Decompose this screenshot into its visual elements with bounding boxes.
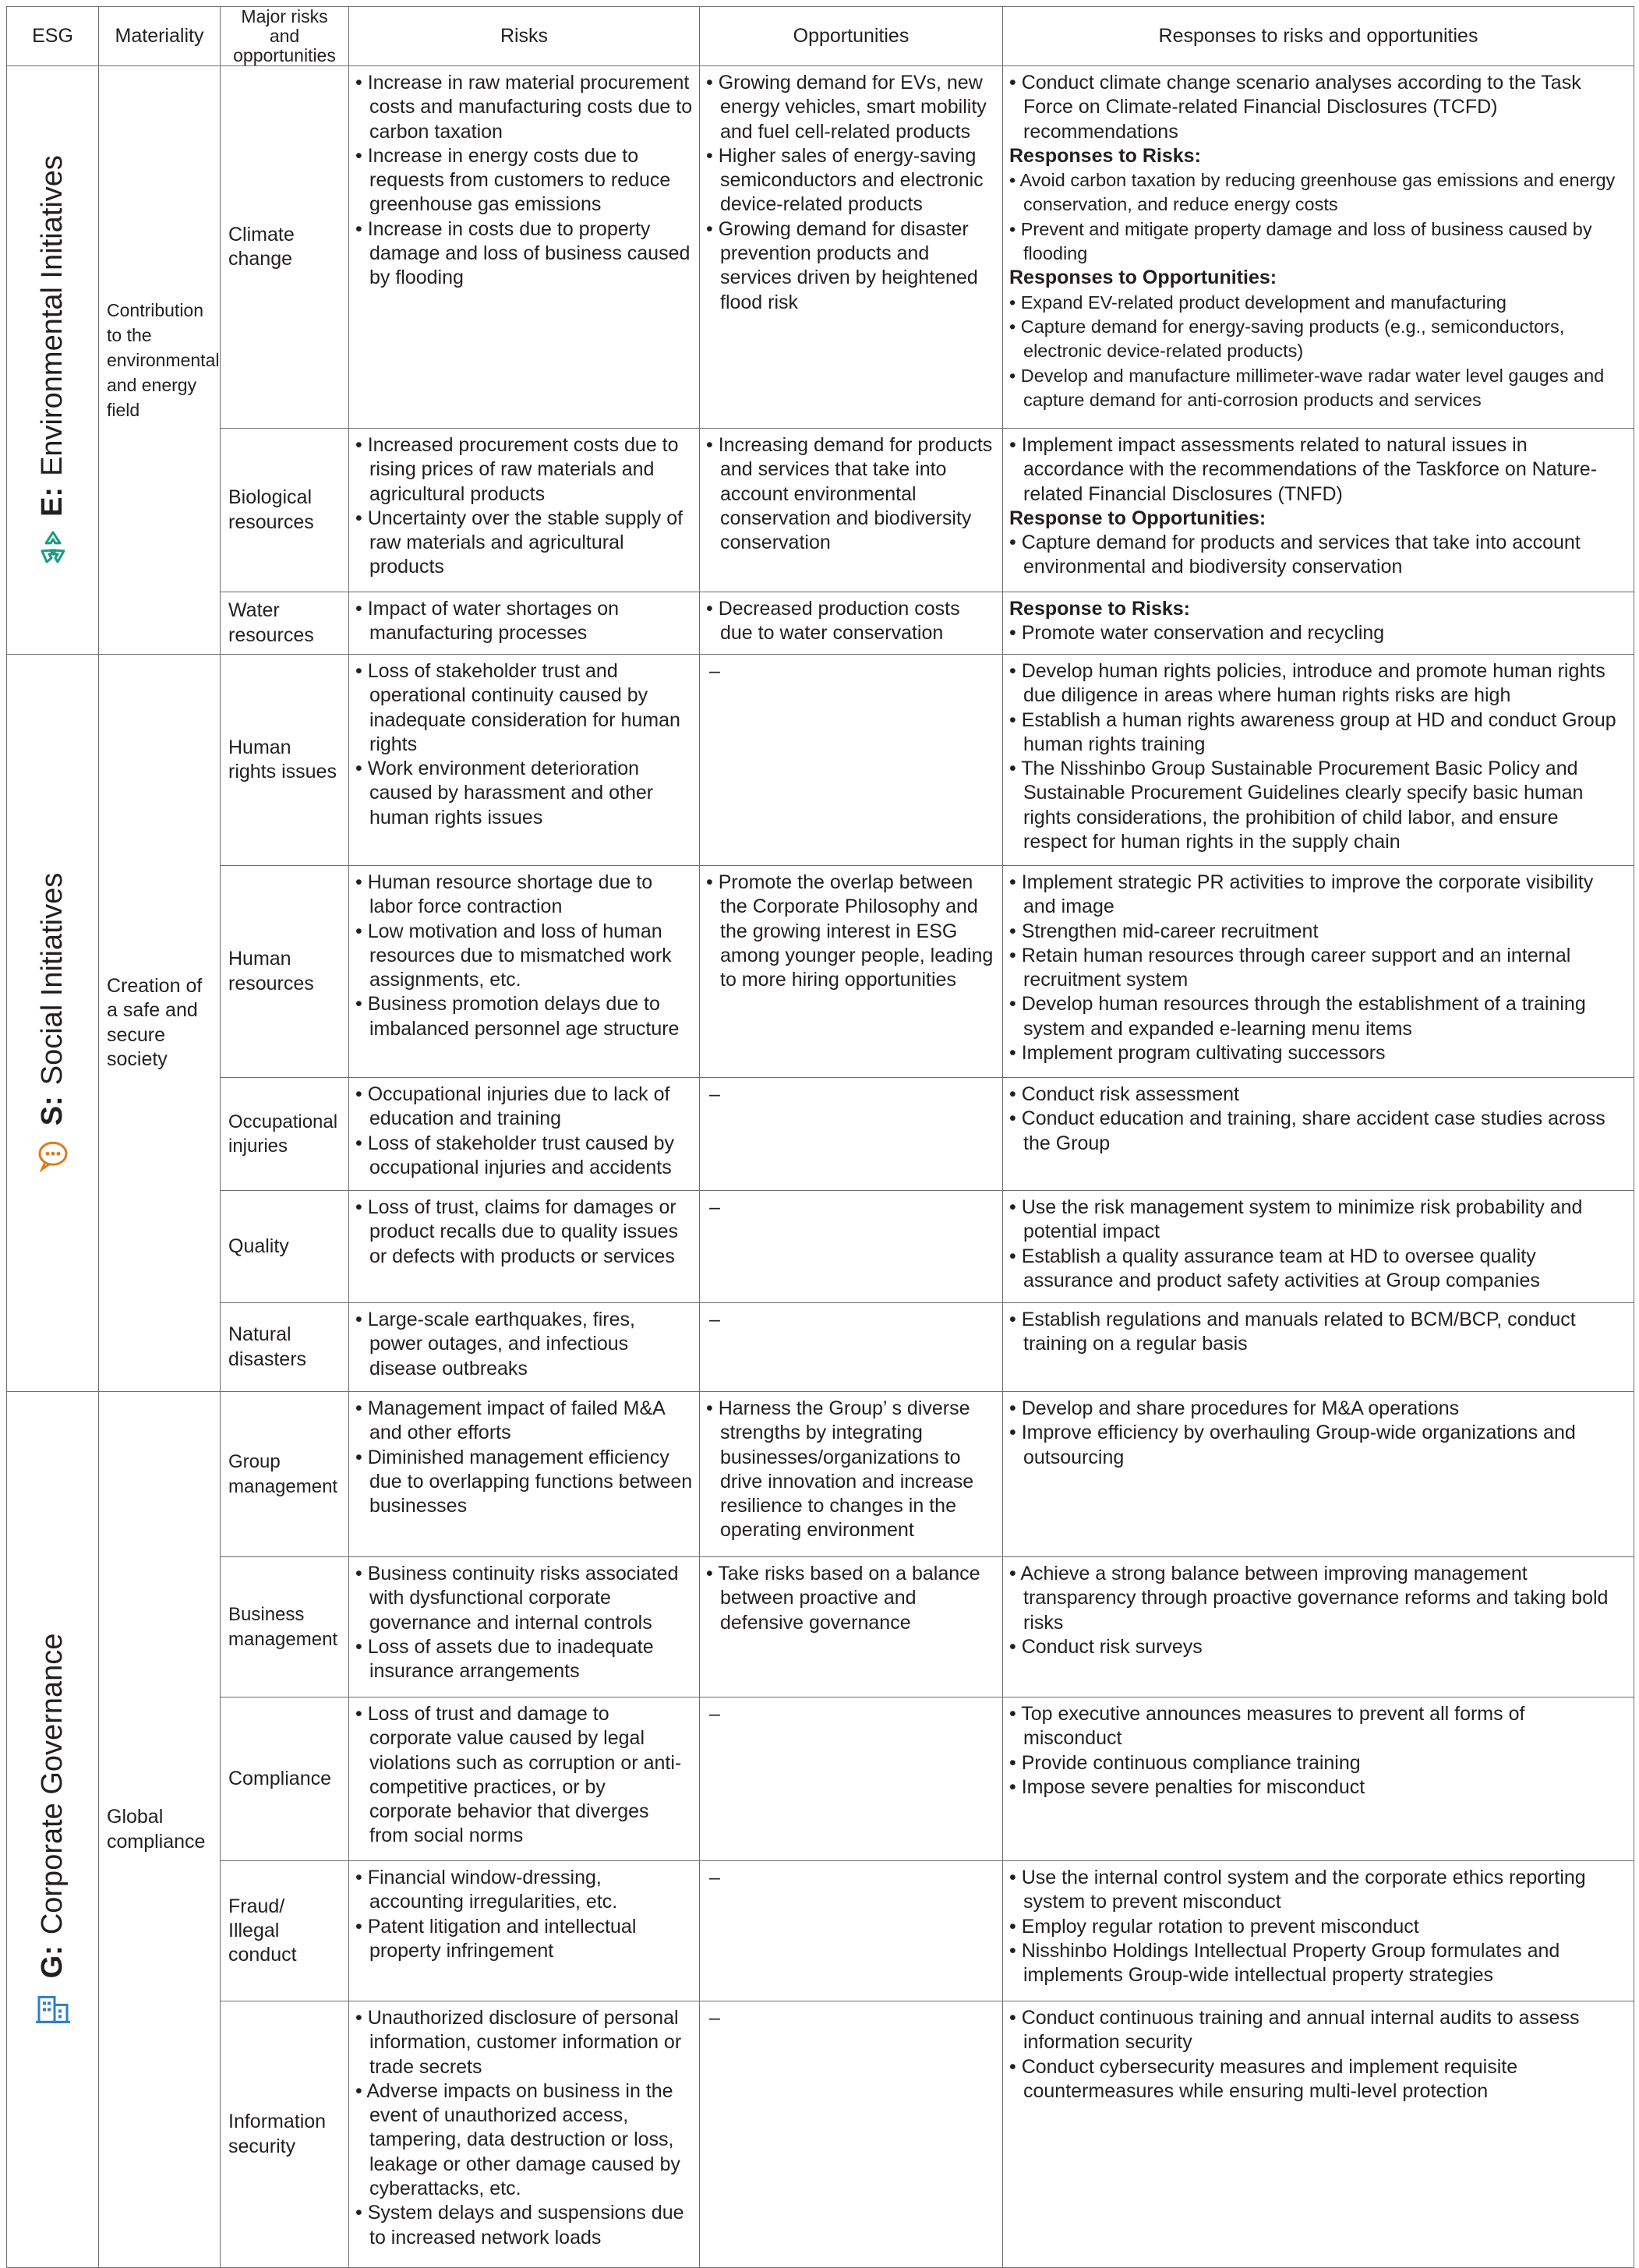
- risks-natural: [349, 1303, 700, 1392]
- list-item: • Strengthen mid-career recruitment: [1009, 920, 1319, 942]
- list-item: • Loss of assets due to inadequate insurance arrangements: [355, 1635, 654, 1683]
- major-water: Water resources: [221, 592, 349, 655]
- list-item: • Diminished management efficiency due to overlapping functions between businesses: [355, 1446, 693, 1517]
- resp-climate: [1003, 66, 1634, 429]
- dash: –: [709, 1703, 720, 1725]
- col-risks: Risks: [349, 7, 700, 66]
- major-business: Business management: [221, 1557, 349, 1697]
- social-label: [34, 872, 72, 1173]
- list-item: • Decreased production costs due to water conservation: [706, 598, 960, 645]
- section-heading: Response to Risks:: [1009, 598, 1191, 620]
- list-item: • Management impact of failed M&A and other efforts: [355, 1397, 665, 1444]
- list-item: • Conduct education and training, share accident case studies across the Group: [1009, 1108, 1605, 1154]
- list-item: • Capture demand for products and services that take into account environmental and biodiversity conservation: [1009, 532, 1581, 578]
- section-heading: Response to Opportunities:: [1009, 507, 1266, 529]
- resp-water: [1003, 592, 1634, 655]
- section-heading: Responses to Risks:: [1009, 144, 1201, 167]
- resp-human-resources: [1003, 866, 1634, 1078]
- list-item: • Improve efficiency by overhauling Group-wide organizations and outsourcing: [1009, 1422, 1576, 1468]
- opps-compliance: [700, 1697, 1003, 1861]
- list-item: • Develop human rights policies, introduce and promote human rights due diligence in areas where human rights risks are high: [1009, 660, 1605, 707]
- major-natural: Natural disasters: [221, 1303, 349, 1392]
- list-item: • Provide continuous compliance training: [1009, 1751, 1361, 1774]
- table-row: [7, 1191, 1634, 1303]
- table-row: [7, 1697, 1634, 1861]
- list-item: • Increase in raw material procurement costs and manufacturing costs due to carbon taxation: [355, 72, 693, 143]
- list-item: • Achieve a strong balance between improving management transparency through proactive governance reforms and taking bold risks: [1009, 1563, 1609, 1634]
- list-item: • Business promotion delays due to imbalanced personnel age structure: [355, 993, 680, 1040]
- list-item: • Growing demand for disaster prevention products and services driven by heightened flood risk: [706, 217, 978, 313]
- table-row: [7, 66, 1634, 429]
- col-opportunities: Opportunities: [700, 7, 1003, 66]
- list-item: • Adverse impacts on business in the event of unauthorized access, tampering, data destruction or loss, leakage or other damage caused by cyberattacks, etc.: [355, 2079, 680, 2200]
- list-item: • Implement program cultivating successors: [1009, 1042, 1386, 1065]
- list-item: • Harness the Group’ s diverse strengths by integrating businesses/organizations to drive innovation and increase resilience to changes in the operating environment: [706, 1397, 974, 1542]
- table-row: [7, 429, 1634, 592]
- list-item: • Loss of stakeholder trust caused by occupational injuries and accidents: [355, 1132, 674, 1178]
- risks-water: [349, 592, 700, 655]
- col-responses: Responses to risks and opportunities: [1003, 7, 1634, 66]
- major-group: Group management: [221, 1392, 349, 1557]
- table-row: [7, 1861, 1634, 2001]
- opps-fraud: [700, 1861, 1003, 2001]
- list-item: • Develop human resources through the establishment of a training system and expanded e-learning menu items: [1009, 993, 1586, 1040]
- list-item: • Low motivation and loss of human resources due to mismatched work assignments, etc.: [355, 920, 672, 991]
- list-item: • Conduct continuous training and annual internal audits to assess information security: [1009, 2007, 1580, 2054]
- list-item: • Loss of trust, claims for damages or product recalls due to quality issues or defects with products or services: [355, 1196, 679, 1267]
- risks-biological: [349, 429, 700, 592]
- opps-human-rights: [700, 655, 1003, 866]
- table-row: [7, 1557, 1634, 1697]
- major-human-rights: Human rights issues: [221, 655, 349, 866]
- opps-business: [700, 1557, 1003, 1697]
- materiality-governance: Global compliance: [99, 1392, 221, 2268]
- list-item: • Capture demand for energy-saving products (e.g., semiconductors, electronic device-related products): [1009, 316, 1565, 362]
- opps-biological: [700, 429, 1003, 592]
- list-item: • Unauthorized disclosure of personal information, customer information or trade secrets: [355, 2007, 682, 2078]
- list-item: • Implement strategic PR activities to improve the corporate visibility and image: [1009, 871, 1594, 918]
- risks-occupational: [349, 1078, 700, 1191]
- table-row: [7, 866, 1634, 1078]
- list-item: • Loss of stakeholder trust and operational continuity caused by inadequate consideration for human rights: [355, 660, 680, 755]
- dash: –: [709, 1309, 720, 1330]
- opps-water: [700, 592, 1003, 655]
- list-item: • Nisshinbo Holdings Intellectual Property Group formulates and implements Group-wide intellectual property strategies: [1009, 1939, 1560, 1987]
- opps-climate: [700, 66, 1003, 429]
- list-item: • Conduct risk surveys: [1009, 1635, 1203, 1658]
- list-item: • Implement impact assessments related to natural issues in accordance with the recommendations of the Taskforce on Nature-related Financial Disclosures (TNFD): [1009, 434, 1598, 505]
- header-row: [7, 7, 1634, 66]
- opps-group: [700, 1392, 1003, 1557]
- table-row: [7, 2001, 1634, 2268]
- dash: –: [709, 1867, 720, 1888]
- list-item: • Promote water conservation and recycling: [1009, 622, 1385, 645]
- table-row: [7, 655, 1634, 866]
- resp-fraud: [1003, 1861, 1634, 2001]
- governance-title: Corporate Governance: [35, 1633, 69, 1934]
- list-item: • Human resource shortage due to labor force contraction: [355, 871, 653, 918]
- resp-infosec: [1003, 2001, 1634, 2268]
- dash: –: [709, 1196, 720, 1218]
- list-item: • Establish a quality assurance team at HD to oversee quality assurance and product safety activities at Group companies: [1009, 1245, 1540, 1291]
- risks-infosec: [349, 2001, 700, 2268]
- governance-label: [34, 1633, 72, 2026]
- list-item: • Large-scale earthquakes, fires, power outages, and infectious disease outbreaks: [355, 1309, 635, 1380]
- list-item: • Develop and share procedures for M&A operations: [1009, 1397, 1460, 1419]
- list-item: • Conduct climate change scenario analyses according to the Task Force on Climate-related Financial Disclosures (TCFD) recommendations: [1009, 72, 1581, 143]
- list-item: • Promote the overlap between the Corporate Philosophy and the growing interest in ESG among younger people, leading to more hiring opportunities: [706, 871, 994, 991]
- major-climate: Climate change: [221, 66, 349, 429]
- list-item: • Impose severe penalties for misconduct: [1009, 1775, 1365, 1798]
- governance-letter: G:: [35, 1945, 69, 1978]
- resp-human-rights: [1003, 655, 1634, 866]
- recycle-icon: [34, 528, 72, 565]
- table-row: [7, 1303, 1634, 1392]
- major-human-resources: Human resources: [221, 866, 349, 1078]
- resp-group: [1003, 1392, 1634, 1557]
- opps-human-resources: [700, 866, 1003, 1078]
- list-item: • Establish regulations and manuals related to BCM/BCP, conduct training on a regular basis: [1009, 1309, 1576, 1355]
- list-item: • Top executive announces measures to prevent all forms of misconduct: [1009, 1703, 1525, 1750]
- list-item: • Establish a human rights awareness group at HD and conduct Group human rights training: [1009, 708, 1616, 755]
- dash: –: [709, 1083, 720, 1105]
- risks-human-rights: [349, 655, 700, 866]
- risks-business: [349, 1557, 700, 1697]
- dash: –: [709, 2007, 720, 2029]
- major-compliance: Compliance: [221, 1697, 349, 1861]
- social-title: Social Initiatives: [35, 872, 69, 1085]
- social-letter: S:: [35, 1095, 69, 1125]
- chat-bubble-icon: [34, 1136, 72, 1174]
- opps-occupational: [700, 1078, 1003, 1191]
- resp-quality: [1003, 1191, 1634, 1303]
- risks-fraud: [349, 1861, 700, 2001]
- col-esg: ESG: [7, 7, 99, 66]
- resp-occupational: [1003, 1078, 1634, 1191]
- list-item: • Business continuity risks associated with dysfunctional corporate governance and internal controls: [355, 1563, 679, 1634]
- list-item: • Uncertainty over the stable supply of raw materials and agricultural products: [355, 507, 684, 578]
- resp-biological: [1003, 429, 1634, 592]
- esg-social-cell: [7, 655, 99, 1392]
- list-item: • Patent litigation and intellectual property infringement: [355, 1915, 637, 1962]
- major-occupational: Occupational injuries: [221, 1078, 349, 1191]
- major-fraud: Fraud/ Illegal conduct: [221, 1861, 349, 2001]
- resp-compliance: [1003, 1697, 1634, 1861]
- list-item: • Occupational injuries due to lack of education and training: [355, 1083, 670, 1130]
- list-item: • Develop and manufacture millimeter-wave radar water level gauges and capture demand for anti-corrosion products and services: [1009, 365, 1605, 410]
- list-item: • Expand EV-related product development and manufacturing: [1009, 291, 1507, 313]
- list-item: • Use the risk management system to minimize risk probability and potential impact: [1009, 1196, 1583, 1243]
- resp-natural: [1003, 1303, 1634, 1392]
- esg-governance-cell: [7, 1392, 99, 2268]
- risks-compliance: [349, 1697, 700, 1861]
- col-major: Major risks and opportunities: [221, 7, 349, 66]
- environmental-title: Environmental Initiatives: [35, 155, 69, 476]
- list-item: • Financial window-dressing, accounting irregularities, etc.: [355, 1867, 618, 1913]
- list-item: • Increased procurement costs due to rising prices of raw materials and agricultural products: [355, 434, 679, 505]
- list-item: • Higher sales of energy-saving semiconductors and electronic device-related products: [706, 144, 984, 216]
- list-item: • Loss of trust and damage to corporate value caused by legal violations such as corruption or anti-competitive practices, or by corporate behavior that diverges from social norms: [355, 1703, 682, 1847]
- list-item: • Conduct risk assessment: [1009, 1083, 1239, 1105]
- opps-infosec: [700, 2001, 1003, 2268]
- list-item: • Increasing demand for products and services that take into account environmental conservation and biodiversity conservation: [706, 434, 993, 554]
- environmental-letter: E:: [35, 486, 69, 517]
- esg-risk-table: [6, 6, 1634, 2268]
- list-item: • The Nisshinbo Group Sustainable Procurement Basic Policy and Sustainable Procurement Guidelines clearly specify basic human rights considerations, the prohibition of child labor, and ensure respect for human rights in the supply chain: [1009, 758, 1584, 853]
- list-item: • Increase in energy costs due to requests from customers to reduce greenhouse gas emissions: [355, 144, 671, 216]
- list-item: • Growing demand for EVs, new energy vehicles, smart mobility and fuel cell-related products: [706, 72, 987, 143]
- risks-group: [349, 1392, 700, 1557]
- risks-quality: [349, 1191, 700, 1303]
- list-item: • System delays and suspensions due to increased network loads: [355, 2202, 684, 2249]
- table-row: [7, 1392, 1634, 1557]
- list-item: • Take risks based on a balance between proactive and defensive governance: [706, 1563, 980, 1634]
- list-item: • Use the internal control system and the corporate ethics reporting system to prevent misconduct: [1009, 1867, 1586, 1913]
- resp-business: [1003, 1557, 1634, 1697]
- opps-natural: [700, 1303, 1003, 1392]
- major-infosec: Information security: [221, 2001, 349, 2268]
- dash: –: [709, 660, 720, 682]
- list-item: • Increase in costs due to property damage and loss of business caused by flooding: [355, 217, 691, 289]
- table-row: [7, 592, 1634, 655]
- list-item: • Conduct cybersecurity measures and implement requisite countermeasures while ensuring multi-level protection: [1009, 2055, 1518, 2102]
- table-row: [7, 1078, 1634, 1191]
- list-item: • Prevent and mitigate property damage and loss of business caused by flooding: [1009, 218, 1592, 264]
- list-item: • Retain human resources through career support and an internal recruitment system: [1009, 944, 1571, 991]
- esg-environmental-cell: [7, 66, 99, 655]
- list-item: • Avoid carbon taxation by reducing greenhouse gas emissions and energy conservation, and reduce energy costs: [1009, 170, 1616, 215]
- major-quality: Quality: [221, 1191, 349, 1303]
- section-heading: Responses to Opportunities:: [1009, 267, 1277, 289]
- environmental-label: [34, 155, 72, 565]
- risks-human-resources: [349, 866, 700, 1078]
- list-item: • Impact of water shortages on manufacturing processes: [355, 598, 620, 645]
- major-biological: Biological resources: [221, 429, 349, 592]
- materiality-social: Creation of a safe and secure society: [99, 655, 221, 1392]
- col-materiality: Materiality: [99, 7, 221, 66]
- list-item: • Work environment deterioration caused by harassment and other human rights issues: [355, 758, 654, 828]
- materiality-environmental: Contribution to the environmental and energy field: [99, 66, 221, 655]
- opps-quality: [700, 1191, 1003, 1303]
- building-icon: [34, 1989, 72, 2026]
- list-item: • Employ regular rotation to prevent misconduct: [1009, 1915, 1419, 1938]
- risks-climate: [349, 66, 700, 429]
